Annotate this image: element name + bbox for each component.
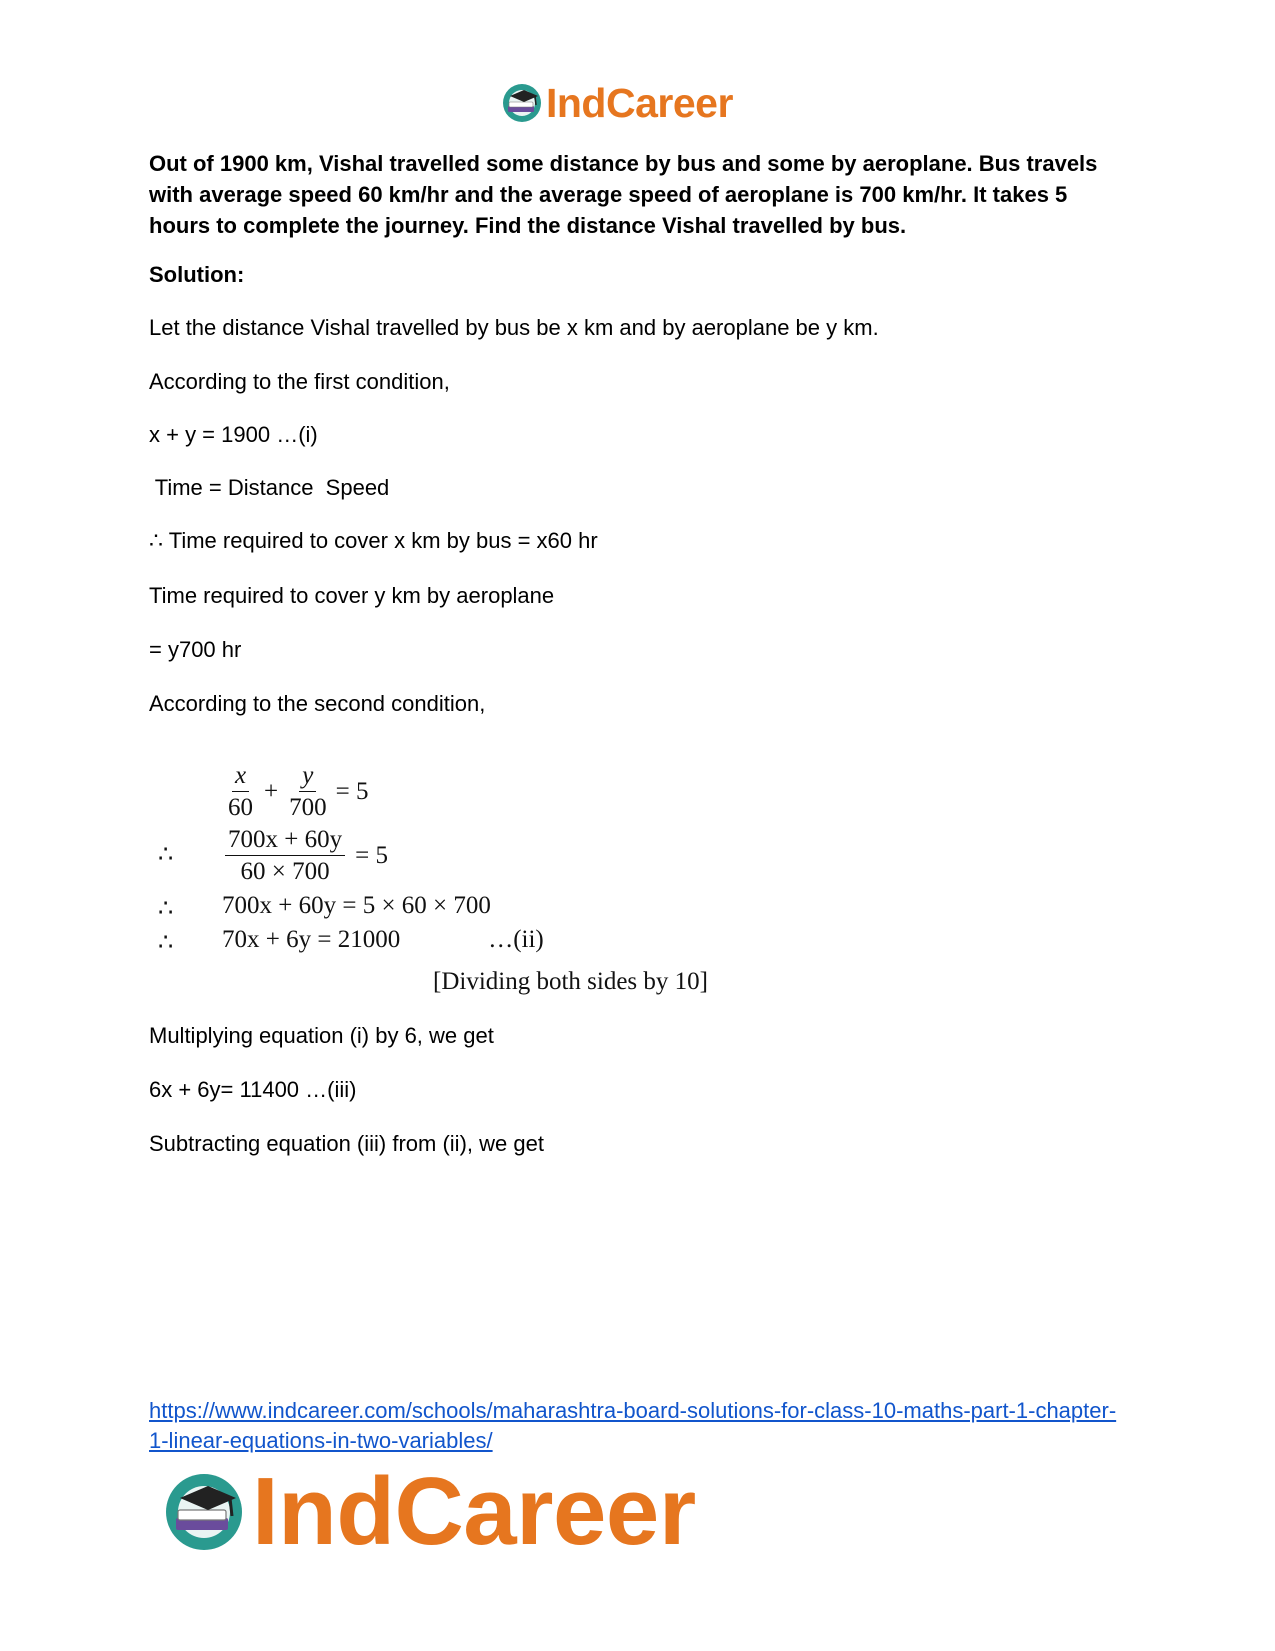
solution-line: According to the first condition, (149, 369, 450, 394)
equation-combined: $\frac{700x + 60y}{60 \times 700}$ = 5 (225, 826, 388, 886)
brand-name: IndCareer (252, 1458, 696, 1565)
fraction: $\frac{y}{700}$ (289, 762, 327, 821)
therefore-symbol: ∴ (158, 842, 174, 868)
solution-line: According to the second condition, (149, 691, 486, 716)
equation-ii: 70x + 6y = 21000 …(ii) (222, 926, 544, 953)
formula-line: Time = Distance Speed (149, 475, 390, 500)
fraction: $\frac{x}{60}$ (228, 762, 253, 821)
dividing-note: [Dividing both sides by 10] (433, 968, 708, 995)
solution-line: ∴ Time required to cover x km by bus = x60 hr (149, 528, 598, 553)
brand-name: IndCareer (546, 80, 733, 126)
equation-fractions: $\frac{x}{60}$ + $\frac{y}{700}$ = 5 (225, 762, 368, 822)
solution-heading: Solution: (149, 262, 245, 287)
solution-line: Subtracting equation (iii) from (ii), we get (149, 1131, 544, 1156)
source-link[interactable]: https://www.indcareer.com/schools/maharashtra-board-solutions-for-class-10-maths-part-1-chapter-1-linear-equations-in-two-variables/ (149, 1398, 1117, 1453)
solution-line: Time required to cover y km by aeroplane (149, 583, 555, 608)
fraction: $\frac{700x + 60y}{60 \times 700}$ (225, 826, 345, 886)
math-derivation (150, 762, 770, 1002)
question-text: Out of 1900 km, Vishal travelled some distance by bus and some by aeroplane. Bus travels with average speed 60 km/hr and the average speed of aeroplane is 700 km/hr. It takes 5 hours to complete the journey. Find the distance Vishal travelled by bus. (149, 151, 1098, 238)
therefore-symbol: ∴ (158, 930, 174, 956)
equation-i: x + y = 1900 …(i) (149, 422, 318, 447)
solution-line: Multiplying equation (i) by 6, we get (149, 1023, 494, 1048)
brand-logo-bottom (160, 1458, 696, 1565)
graduation-book-icon (160, 1468, 248, 1556)
equation-expanded: 700x + 60y = 5 × 60 × 700 (222, 892, 491, 919)
equation-iii: 6x + 6y= 11400 …(iii) (149, 1077, 357, 1102)
graduation-book-icon (500, 81, 544, 125)
solution-line: = y700 hr (149, 637, 242, 662)
therefore-symbol: ∴ (158, 896, 174, 922)
brand-logo-top (500, 80, 733, 126)
solution-line: Let the distance Vishal travelled by bus be x km and by aeroplane be y km. (149, 315, 879, 340)
